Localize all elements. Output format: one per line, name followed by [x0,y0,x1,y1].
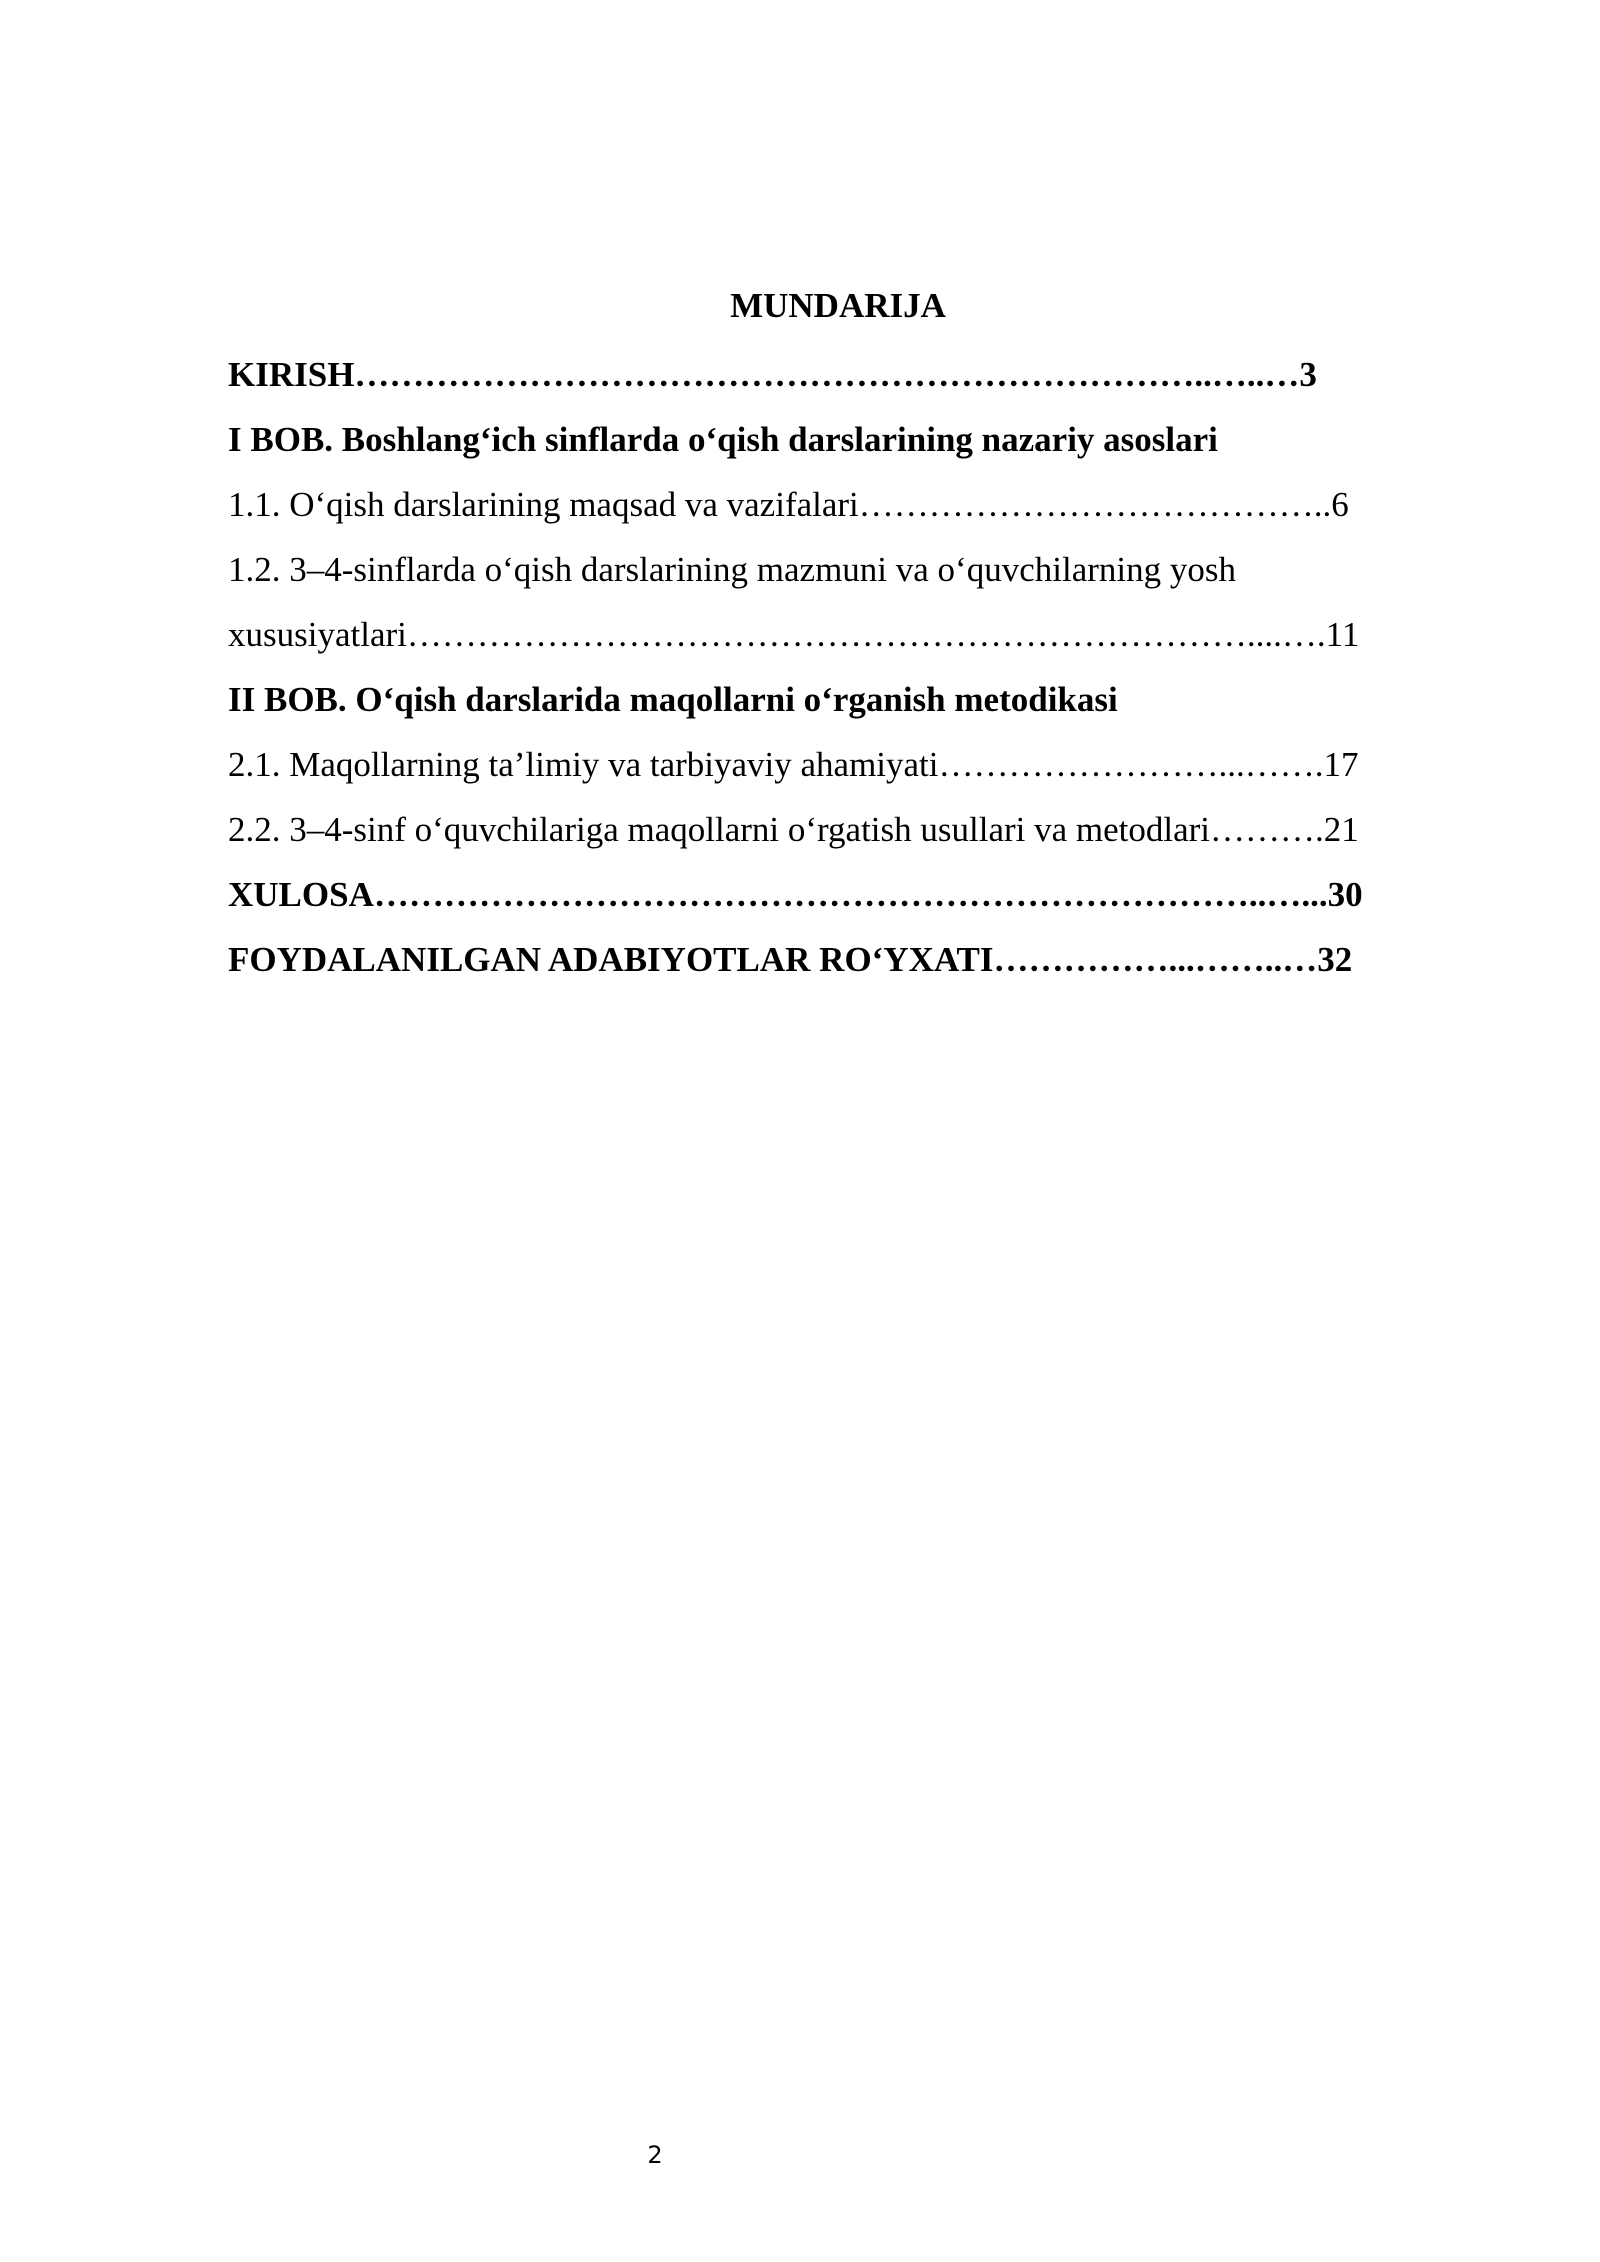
table-of-contents [228,280,1448,992]
toc-section-2-2: 2.2. 3–4-sinf o‘quvchilariga maqollarni o‘rgatish usullari va metodlari……….21 [228,810,1359,849]
toc-entry-kirish: KIRISH………………………………………………………………..…..…3 [228,355,1317,394]
toc-entry-xulosa: XULOSA…………………………………………………………………..…...30 [228,875,1363,914]
toc-section-2-1: 2.1. Maqollarning ta’limiy va tarbiyaviy ahamiyati……………………...…….17 [228,745,1359,784]
page-number: 2 [647,2141,663,2169]
toc-section-1-1: 1.1. O‘qish darslarining maqsad va vazifalari…………………………………..6 [228,485,1349,524]
toc-chapter-2: II BOB. O‘qish darslarida maqollarni o‘rganish metodikasi [228,680,1118,719]
toc-entry-bibliography: FOYDALANILGAN ADABIYOTLAR RO‘YXATI……………...……..…32 [228,940,1353,979]
toc-chapter-1: I BOB. Boshlang‘ich sinflarda o‘qish darslarining nazariy asoslari [228,420,1218,459]
toc-title: MUNDARIJA [730,286,946,325]
toc-section-1-2-continued: xususiyatlari………………………………………………………………....….11 [228,615,1360,654]
toc-section-1-2: 1.2. 3–4-sinflarda o‘qish darslarining mazmuni va o‘quvchilarning yosh [228,550,1236,589]
